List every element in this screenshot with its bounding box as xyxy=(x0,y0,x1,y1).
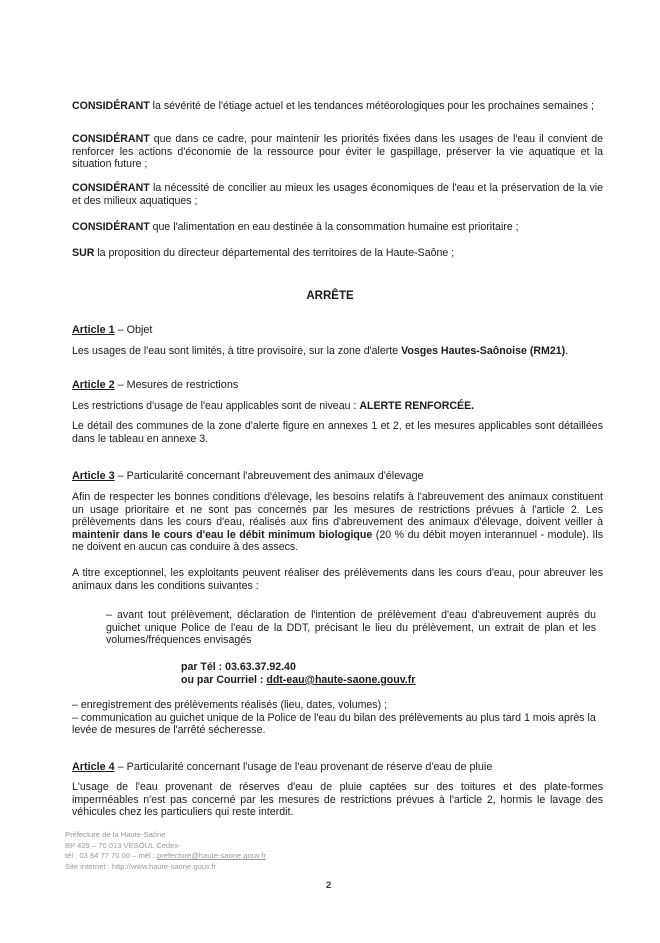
article-3-heading: Article 3 – Particularité concernant l'abreuvement des animaux d'élevage xyxy=(72,470,424,482)
article-3-bullet-list xyxy=(72,699,603,737)
sur-proposition: SUR la proposition du directeur départemental des territoires de la Haute-Saône ; xyxy=(72,247,455,259)
article-1-body: Les usages de l'eau sont limités, à titre provisoire, sur la zone d'alerte Vosges Hautes-Saônoise (RM21). xyxy=(72,345,569,357)
article-3-bullet-communication: – communication au guichet unique de la Police de l'eau du bilan des prélèvements au plus tard 1 mois après la levée de mesures de l'arrêté sécheresse. xyxy=(72,711,596,737)
article-4-body: L'usage de l'eau provenant de réserves d'eau de pluie captées sur des toitures et des plate-formes imperméables n'est pas concerné par les mesures de restrictions prévues à l'article 2, hormis le lavage des véhicules chez les particuliers qui reste interdit. xyxy=(72,781,603,819)
footer-website: Site internet : http://www.haute-saone.gouv.fr xyxy=(65,861,216,871)
article-2-heading: Article 2 – Mesures de restrictions xyxy=(72,379,239,391)
contact-mail-link[interactable]: ddt-eau@haute-saone.gouv.fr xyxy=(266,673,416,686)
article-2-body-2: Le détail des communes de la zone d'alerte figure en annexes 1 et 2, et les mesures applicables sont détaillées dans le tableau en annexe 3. xyxy=(72,420,603,445)
article-3-body-2: A titre exceptionnel, les exploitants peuvent réaliser des prélèvements dans les cours d'eau, pour abreuver les animaux dans les conditions suivantes : xyxy=(72,567,603,592)
footer-prefecture: Préfecture de la Haute-Saône xyxy=(65,830,166,839)
page-number: 2 xyxy=(326,880,332,891)
footer-address xyxy=(65,830,266,872)
footer-contact: tél : 03 84 77 70 00 – mél : prefecture@haute-saone.gouv.fr xyxy=(65,851,266,861)
article-1-heading: Article 1 – Objet xyxy=(72,324,153,336)
article-3-body-1: Afin de respecter les bonnes conditions d'élevage, les besoins relatifs à l'abreuvement des animaux constituent un usage prioritaire et ne sont pas concernés par les mesures de restrictions prévues à l'article 2. Les prélèvements dans les cours d'eau, réalisés aux fins d'abreuvement des animaux d'élevage, doivent veiller à maintenir dans le cours d'eau le débit minimum biologique (20 % du débit moyen interannuel - module). Ils ne doivent en aucun cas conduire à des assecs. xyxy=(72,491,603,554)
article-3-bullet-registration: – enregistrement des prélèvements réalisés (lieu, dates, volumes) ; xyxy=(72,699,388,711)
article-2-body-1: Les restrictions d'usage de l'eau applicables sont de niveau : ALERTE RENFORCÉE. xyxy=(72,400,475,412)
contact-phone: par Tél : 03.63.37.92.40 xyxy=(181,661,296,673)
footer-bp: BP 429 – 70 013 VESOUL Cedex- xyxy=(65,840,181,850)
considerant-3: CONSIDÉRANT la nécessité de concilier au mieux les usages économiques de l'eau et la préservation de la vie et des milieux aquatiques ; xyxy=(72,182,603,207)
article-3-contact xyxy=(181,661,415,687)
contact-mail-line: ou par Courriel : ddt-eau@haute-saone.gouv.fr xyxy=(181,673,416,686)
considerant-1: CONSIDÉRANT la sévérité de l'étiage actuel et les tendances météorologiques pour les prochaines semaines ; xyxy=(72,100,594,112)
article-4-heading: Article 4 – Particularité concernant l'usage de l'eau provenant de réserve d'eau de pluie xyxy=(72,761,493,773)
considerant-4: CONSIDÉRANT que l'alimentation en eau destinée à la consommation humaine est prioritaire ; xyxy=(72,221,519,233)
article-3-bullet-declaration: – avant tout prélèvement, déclaration de l'intention de prélèvement d'eau d'abreuvement auprès du guichet unique Police de l'eau de la DDT, précisant le lieu du prélèvement, un extrait de plan et les volumes/fréquences envisagés xyxy=(106,609,596,647)
decision-title: ARRÊTE xyxy=(306,290,354,302)
footer-mail-link[interactable]: prefecture@haute-saone.gouv.fr xyxy=(157,851,266,861)
considerant-2: CONSIDÉRANT que dans ce cadre, pour maintenir les priorités fixées dans les usages de l'eau il convient de renforcer les actions d'économie de la ressource pour éviter le gaspillage, préserver la vie aquatique et la situation future ; xyxy=(72,133,603,171)
